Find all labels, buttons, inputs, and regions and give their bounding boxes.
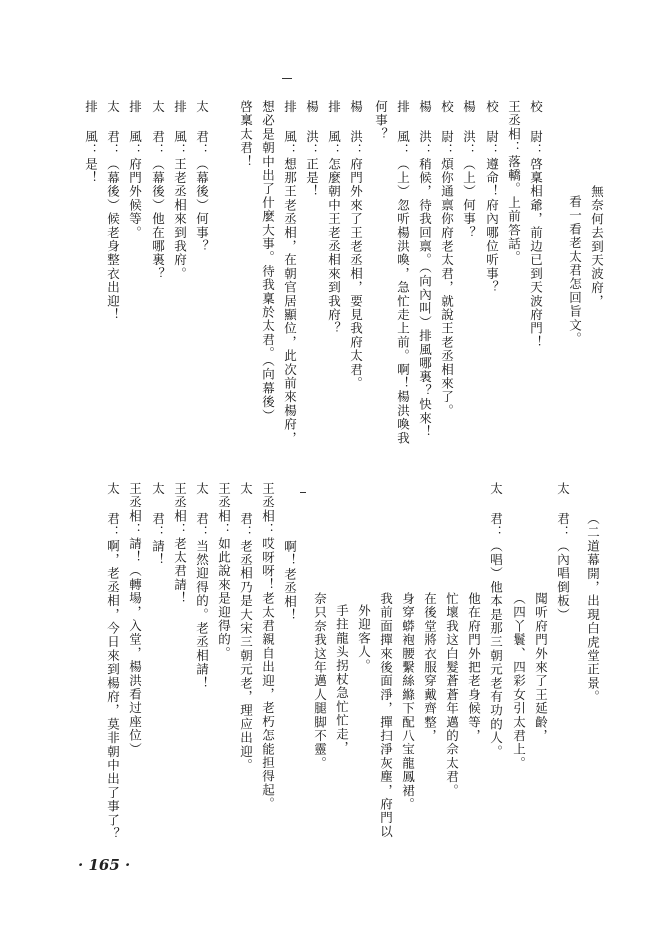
script-line: 王丞相：哎呀呀！老太君親自出迎，老朽怎能担得起。 xyxy=(260,482,276,811)
script-line: 太 君：当然迎得的。老丞相請！ xyxy=(194,482,210,690)
script-line: 手拄龍头拐杖急忙忙走， xyxy=(334,604,350,755)
script-line: 看一看老太君怎回旨文。 xyxy=(567,195,583,346)
script-line: 排 風：（上）忽听楊洪喚，急忙走上前。啊！楊洪喚我 xyxy=(395,100,411,445)
page-number: · 165 · xyxy=(78,856,131,874)
script-line: 何事？ xyxy=(373,100,389,142)
script-line: 楊 洪：（上）何事？ xyxy=(461,100,477,240)
script-line: 奈只奈我这年邁人腿脚不靈。 xyxy=(312,592,328,771)
script-line: 王丞相：請！（轉場，入堂，楊洪看过座位） xyxy=(127,482,143,756)
script-line: 楊 洪：正是！ xyxy=(304,100,320,199)
script-line: 聞听府門外來了王延齡， xyxy=(533,592,549,743)
script-line: 太 君：（幕後）候老身整衣出迎！ xyxy=(105,100,121,322)
script-line: 排 風：王老丞相來到我府。 xyxy=(172,100,188,281)
script-line: 太 君：（幕後）何事？ xyxy=(194,100,210,254)
script-line: 太 君：（內唱倒板） xyxy=(555,482,571,622)
script-line: 王丞相：如此說來是迎得的。 xyxy=(216,482,232,661)
script-line: 排 風：想那王老丞相，在朝官居顯位，此次前來楊府， xyxy=(282,100,298,445)
script-line: 校 尉：遵命！府內哪位听事？ xyxy=(484,100,500,295)
margin-mark xyxy=(300,492,306,493)
stage-direction: （二道幕開，出現白虎堂正景。 xyxy=(585,512,601,704)
script-line: 忙壞我这白髮蒼蒼年邁的佘太君。 xyxy=(444,592,460,798)
script-line: 楊 洪：稍候，待我回禀。（向內叫）排風哪裏？快來！ xyxy=(417,100,433,439)
script-line: 排 風：是！ xyxy=(83,100,99,185)
script-line: 太 君：（唱）他本是那三朝元老有功的人。 xyxy=(488,482,504,759)
script-line: 啓稟太君！ xyxy=(238,100,254,169)
script-line: 他在府門外把老身候等， xyxy=(466,592,482,743)
script-line: 校 尉：煩你通禀你府老太君，就說王老丞相來了。 xyxy=(439,100,455,418)
script-line: 我前面撣來後面淨，撣扫淨灰塵，府門以 xyxy=(378,592,394,839)
script-line: 排 風：府門外候等。 xyxy=(127,100,143,240)
script-line: 王丞相：落轎。上前答話。 xyxy=(506,100,522,265)
script-line: 王丞相：老太君請！ xyxy=(172,482,188,606)
script-line: 外迎客人。 xyxy=(356,604,372,673)
script-line: 身穿蟒袍腰繫絲縧下配八宝龍鳳裙。 xyxy=(400,592,416,812)
script-line: 太 君：啊，老丞相，今日來到楊府，莫非朝中出了事了？ xyxy=(105,482,121,841)
script-line: 想必是朝中出了什麼大事。待我稟於太君。（向幕後） xyxy=(260,100,276,423)
script-line: 在後堂將衣服穿戴齊整， xyxy=(422,592,438,743)
script-line: 啊！老丞相！ xyxy=(282,540,298,623)
script-line: 排 風：怎麼朝中王老丞相來到我府？ xyxy=(326,100,342,336)
script-line: 太 君：老丞相乃是大宋三朝元老，理应出迎。 xyxy=(238,482,254,773)
margin-mark xyxy=(282,78,292,79)
script-line: 無奈何去到天波府， xyxy=(589,185,605,309)
script-line: 校 尉：啓稟相爺，前边已到天波府門！ xyxy=(528,100,544,350)
script-line: 太 君：（幕後）他在哪裏？ xyxy=(150,100,166,281)
script-line: 太 君：請！ xyxy=(150,482,166,567)
stage-direction: （四丫鬟、四彩女引太君上。 xyxy=(511,592,527,771)
script-line: 楊 洪：府門外來了王老丞相，要見我府太君。 xyxy=(348,100,364,391)
